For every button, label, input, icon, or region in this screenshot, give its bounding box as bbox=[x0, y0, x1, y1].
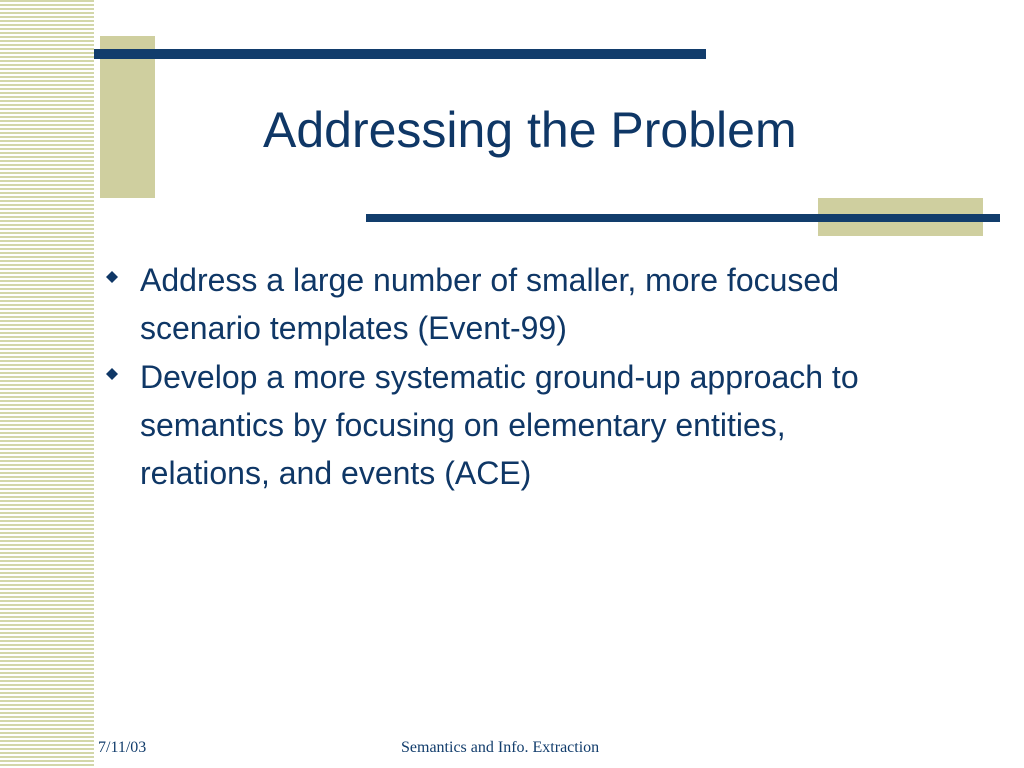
bullet-item bbox=[100, 353, 890, 497]
title-rule-top bbox=[94, 49, 706, 59]
accent-block-top bbox=[100, 36, 155, 198]
diamond-bullet-icon bbox=[106, 368, 118, 380]
bullet-item bbox=[100, 256, 890, 352]
diamond-bullet-icon bbox=[106, 271, 118, 283]
title-rule-bottom bbox=[366, 214, 1000, 222]
left-stripe-decoration bbox=[0, 0, 94, 768]
bullet-text: Address a large number of smaller, more focused scenario templates (Event-99) bbox=[140, 262, 839, 346]
footer-title: Semantics and Info. Extraction bbox=[401, 739, 600, 756]
bullet-list bbox=[100, 256, 890, 498]
bullet-text: Develop a more systematic ground-up approach to semantics by focusing on elementary entities, relations, and events (ACE) bbox=[140, 359, 859, 491]
footer-date: 7/11/03 bbox=[98, 739, 147, 756]
slide-title: Addressing the Problem bbox=[263, 102, 797, 158]
